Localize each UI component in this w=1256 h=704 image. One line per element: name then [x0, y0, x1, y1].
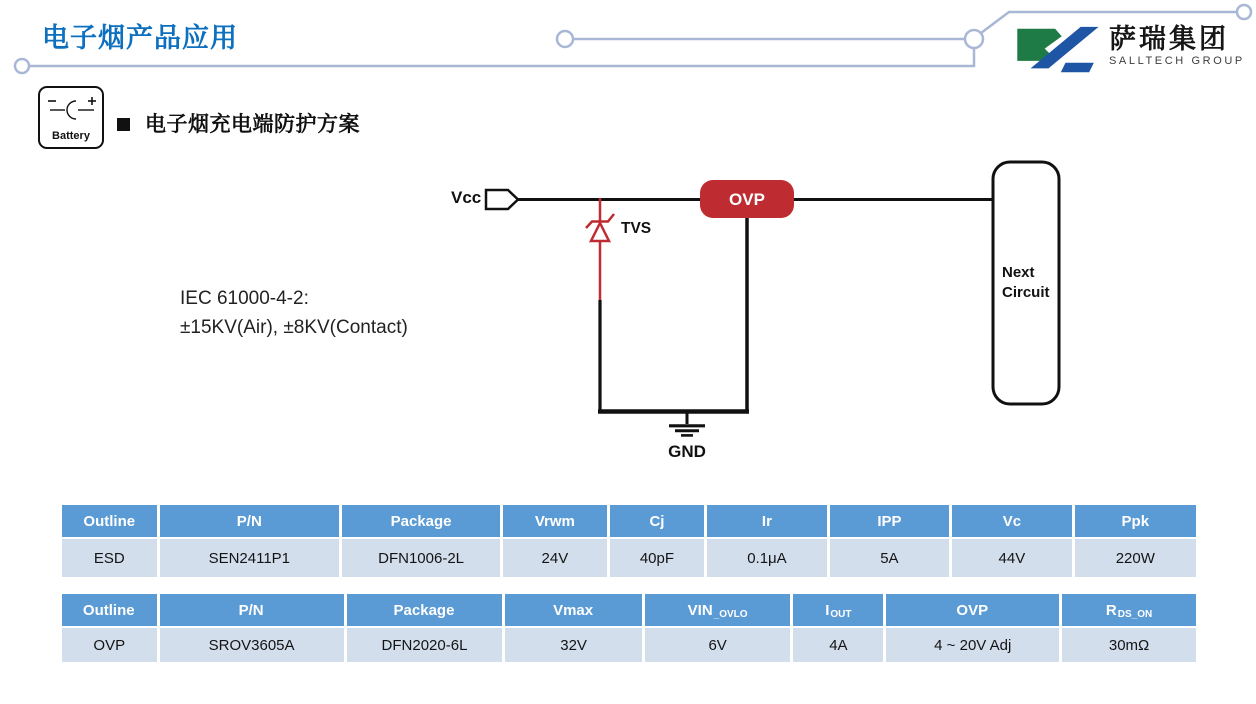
salltech-logo-icon	[1013, 24, 1101, 76]
header-label: Vc	[1002, 512, 1022, 530]
table-cell: SROV3605A	[160, 628, 347, 662]
trace-node-icon	[965, 30, 983, 48]
gnd-label: GND	[668, 442, 706, 461]
header-subscript: DS_ON	[1117, 608, 1153, 620]
header-label: Ppk	[1121, 512, 1150, 530]
header-label: Ir	[761, 512, 772, 530]
column-header	[645, 594, 794, 628]
protection-circuit-schematic	[440, 150, 1090, 470]
column-header	[347, 594, 506, 628]
company-logo	[1013, 24, 1245, 76]
header-label: I	[825, 601, 830, 619]
table-cell: 40pF	[610, 539, 708, 577]
table-row	[62, 539, 1196, 577]
header-label: Package	[393, 601, 455, 619]
trace-node-icon	[1237, 5, 1251, 19]
header-label: Outline	[82, 601, 135, 619]
column-header	[830, 505, 952, 539]
square-bullet-icon	[117, 118, 130, 131]
table-cell: DFN2020-6L	[347, 628, 506, 662]
table-cell: 0.1μA	[707, 539, 829, 577]
header-label: Outline	[83, 512, 136, 530]
esd-spec-table	[62, 505, 1196, 577]
header-label: Vrwm	[534, 512, 575, 530]
table-cell: 32V	[505, 628, 644, 662]
table-cell: 4 ~ 20V Adj	[886, 628, 1062, 662]
column-header	[505, 594, 644, 628]
table-cell: 44V	[952, 539, 1074, 577]
column-header	[886, 594, 1062, 628]
column-header	[160, 505, 343, 539]
table-cell: DFN1006-2L	[342, 539, 503, 577]
logo-name-en: SALLTECH GROUP	[1109, 55, 1245, 67]
column-header	[1062, 594, 1196, 628]
ovp-spec-table	[62, 594, 1196, 662]
column-header	[952, 505, 1074, 539]
table-header-row	[62, 505, 1196, 539]
header-label: IPP	[877, 512, 902, 530]
iec-note-line1: IEC 61000-4-2:	[180, 288, 309, 309]
header-label: VIN	[687, 601, 713, 619]
logo-name-cn: 萨瑞集团	[1109, 24, 1229, 54]
battery-card-label: Battery	[52, 130, 90, 142]
table-cell: 4A	[793, 628, 886, 662]
page-title: 电子烟产品应用	[42, 23, 238, 53]
section-heading	[117, 108, 360, 138]
column-header	[610, 505, 708, 539]
next-circuit-label-line2: Circuit	[1002, 284, 1050, 301]
table-cell: 6V	[645, 628, 794, 662]
trace-node-icon	[15, 59, 29, 73]
trace-node-icon	[557, 31, 573, 47]
table-cell: 30mΩ	[1062, 628, 1196, 662]
header-subscript: _OVLO	[713, 608, 748, 620]
tvs-label: TVS	[621, 220, 652, 237]
column-header	[160, 594, 347, 628]
column-header	[62, 505, 160, 539]
header-label: P/N	[238, 601, 264, 619]
header-label: R	[1105, 601, 1117, 619]
table-cell: SEN2411P1	[160, 539, 343, 577]
column-header	[342, 505, 503, 539]
column-header	[1075, 505, 1196, 539]
next-circuit-block	[993, 162, 1059, 404]
iec-note-line2: ±15KV(Air), ±8KV(Contact)	[180, 317, 408, 338]
column-header	[503, 505, 610, 539]
vcc-label: Vcc	[451, 188, 482, 207]
iec-standard-note	[180, 284, 408, 342]
header-label: OVP	[956, 601, 989, 619]
table-cell: ESD	[62, 539, 160, 577]
header-subscript: OUT	[830, 608, 852, 620]
section-heading-label: 电子烟充电端防护方案	[145, 113, 360, 136]
table-cell: 220W	[1075, 539, 1196, 577]
table-row	[62, 628, 1196, 662]
header-label: P/N	[236, 512, 262, 530]
header-label: Vmax	[553, 601, 594, 619]
logo-text	[1109, 24, 1245, 67]
vcc-port-icon	[486, 190, 518, 209]
table-cell: OVP	[62, 628, 160, 662]
column-header	[793, 594, 886, 628]
battery-symbol-icon	[40, 88, 102, 126]
header-label: Package	[390, 512, 452, 530]
column-header	[707, 505, 829, 539]
ground-symbol-icon	[669, 413, 705, 435]
tvs-diode-icon	[586, 198, 614, 300]
header-label: Cj	[649, 512, 665, 530]
battery-card	[38, 86, 104, 149]
table-cell: 24V	[503, 539, 610, 577]
ovp-block-label: OVP	[729, 190, 765, 209]
table-header-row	[62, 594, 1196, 628]
table-cell: 5A	[830, 539, 952, 577]
next-circuit-label-line1: Next	[1002, 264, 1035, 281]
column-header	[62, 594, 160, 628]
